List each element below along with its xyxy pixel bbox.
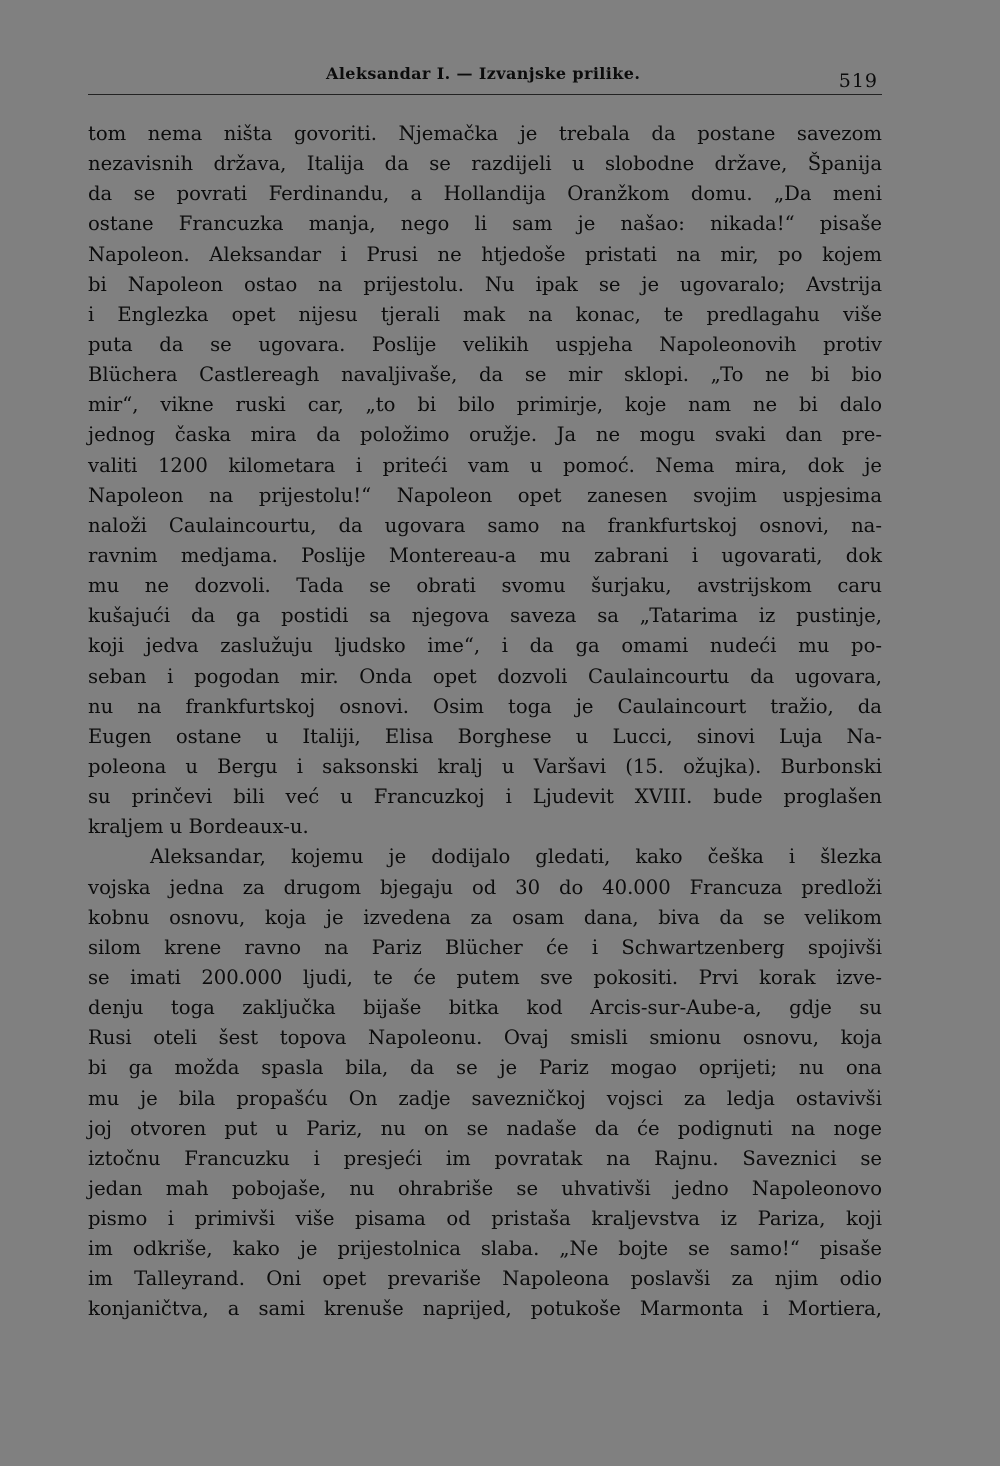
text-line: joj otvoren put u Pariz, nu on se nadaše da će podignuti na noge (88, 1116, 882, 1140)
text-line: da se povrati Ferdinandu, a Hollandija Oranžkom domu. „Da meni (88, 182, 882, 206)
running-head (88, 62, 882, 90)
text-line: Eugen ostane u Italiji, Elisa Borghese u Lucci, sinovi Luja Na- (88, 724, 882, 748)
text-line: i Englezka opet nijesu tjerali mak na konac, te predlagahu više (88, 302, 882, 326)
running-title: Aleksandar I. — Izvanjske prilike. (326, 64, 641, 83)
text-line: naloži Caulaincourtu, da ugovara samo na frankfurtskoj osnovi, na- (88, 513, 882, 537)
text-line: Rusi oteli šest topova Napoleonu. Ovaj smisli smionu osnovu, koja (88, 1026, 882, 1050)
text-line: se imati 200.000 ljudi, te će putem sve pokositi. Prvi korak izve- (88, 965, 882, 989)
text-line: puta da se ugovara. Poslije velikih uspjeha Napoleonovih protiv (88, 332, 882, 356)
text-line: kušajući da ga postidi sa njegova saveza sa „Tatarima iz pustinje, (88, 604, 882, 628)
text-line: konjaničtva, a sami krenuše naprijed, potukoše Marmonta i Mortiera, (88, 1297, 882, 1321)
text-line: jedan mah pobojaše, nu ohrabriše se uhvativši jedno Napoleonovo (88, 1176, 882, 1200)
text-line: kraljem u Bordeaux-u. (88, 815, 309, 839)
text-line: im Talleyrand. Oni opet prevariše Napoleona poslavši za njim odio (88, 1267, 882, 1291)
text-line: tom nema ništa govoriti. Njemačka je trebala da postane savezom (88, 122, 882, 145)
body-text (88, 119, 882, 1325)
text-line: poleona u Bergu i saksonski kralj u Varšavi (15. ožujka). Burbonski (88, 754, 882, 778)
text-line: mu je bila propašću On zadje savezničkoj vojsci za ledja ostavivši (88, 1086, 882, 1110)
text-line: seban i pogodan mir. Onda opet dozvoli Caulaincourtu da ugovara, (88, 664, 882, 688)
text-line: Blüchera Castlereagh navaljivaše, da se mir sklopi. „To ne bi bio (88, 363, 882, 387)
text-line: valiti 1200 kilometara i priteći vam u pomoć. Nema mira, dok je (88, 453, 882, 477)
text-line: vojska jedna za drugom bjegaju od 30 do 40.000 Francuza predloži (88, 875, 882, 899)
header-rule (88, 94, 882, 95)
text-line: koji jedva zaslužuju ljudsko ime“, i da ga omami nudeći mu po- (88, 634, 882, 658)
text-line: silom krene ravno na Pariz Blücher će i Schwartzenberg spojivši (88, 935, 882, 959)
text-line: nu na frankfurtskoj osnovi. Osim toga je Caulaincourt tražio, da (88, 694, 882, 718)
text-line: Aleksandar, kojemu je dodijalo gledati, kako češka i šlezka (150, 845, 882, 869)
text-line: ostane Francuzka manja, nego li sam je našao: nikada!“ pisaše (88, 212, 882, 236)
text-line: Napoleon. Aleksandar i Prusi ne htjedoše pristati na mir, po kojem (88, 242, 882, 266)
text-line: Napoleon na prijestolu!“ Napoleon opet zanesen svojim uspjesima (88, 483, 882, 507)
text-line: pismo i primivši više pisama od pristaša kraljevstva iz Pariza, koji (88, 1207, 882, 1231)
text-line: denju toga zaključka bijaše bitka kod Arcis-sur-Aube-a, gdje su (88, 996, 882, 1020)
text-line: mu ne dozvoli. Tada se obrati svomu šurjaku, avstrijskom caru (88, 574, 882, 598)
text-line: bi ga možda spasla bila, da se je Pariz mogao oprijeti; nu ona (88, 1056, 882, 1080)
page-number: 519 (838, 70, 878, 92)
text-line: nezavisnih država, Italija da se razdijeli u slobodne države, Španija (88, 152, 882, 176)
text-line: bi Napoleon ostao na prijestolu. Nu ipak se je ugovaralo; Avstrija (88, 272, 882, 296)
text-line: jednog časka mira da položimo oružje. Ja ne mogu svaki dan pre- (88, 423, 882, 447)
text-line: ravnim medjama. Poslije Montereau-a mu zabrani i ugovarati, dok (88, 543, 882, 567)
text-line: mir“, vikne ruski car, „to bi bilo primirje, koje nam ne bi dalo (88, 393, 882, 417)
text-line: su prinčevi bili već u Francuzkoj i Ljudevit XVIII. bude proglašen (88, 785, 882, 809)
text-line: kobnu osnovu, koja je izvedena za osam dana, biva da se velikom (88, 905, 882, 929)
text-line: iztočnu Francuzku i presjeći im povratak na Rajnu. Saveznici se (88, 1146, 882, 1170)
text-line: im odkriše, kako je prijestolnica slaba. „Ne bojte se samo!“ pisaše (88, 1237, 882, 1261)
